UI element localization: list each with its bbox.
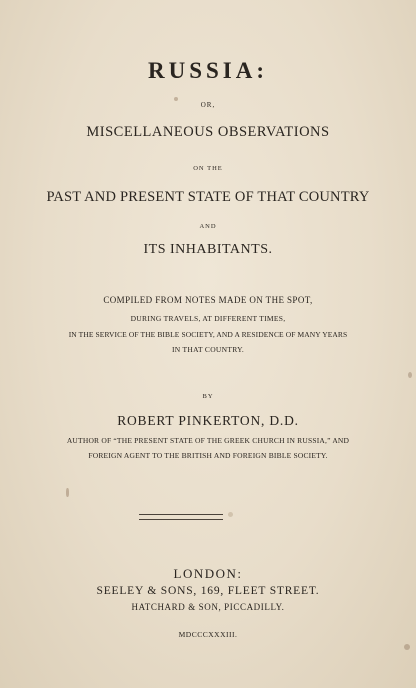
by-word: BY [202, 393, 214, 400]
compiled-line-2: DURING TRAVELS, AT DIFFERENT TIMES, [130, 314, 286, 323]
subtitle-line-2: PAST AND PRESENT STATE OF THAT COUNTRY [46, 189, 370, 205]
imprint-publisher-line-1: SEELEY & SONS, 169, FLEET STREET. [96, 585, 320, 597]
foxing-spot [66, 488, 69, 497]
book-title: RUSSIA: [147, 58, 269, 83]
subtitle-line-3: ITS INHABITANTS. [143, 242, 273, 257]
compiled-line-4: IN THAT COUNTRY. [171, 345, 245, 354]
foxing-spot [228, 512, 233, 517]
title-connector-and: AND [199, 223, 217, 230]
imprint-publisher-line-2: HATCHARD & SON, PICCADILLY. [131, 602, 285, 612]
author-description-line-1: AUTHOR OF “THE PRESENT STATE OF THE GREEK CHURCH IN RUSSIA,” AND [66, 436, 350, 445]
compiled-line-3: IN THE SERVICE OF THE BIBLE SOCIETY, AND A RESIDENCE OF MANY YEARS [68, 330, 348, 339]
author-name: ROBERT PINKERTON, D.D. [117, 413, 299, 428]
foxing-spot [408, 372, 412, 378]
author-description-line-2: FOREIGN AGENT TO THE BRITISH AND FOREIGN BIBLE SOCIETY. [88, 451, 328, 460]
title-connector-on-the: ON THE [193, 165, 223, 172]
imprint-date: MDCCCXXXIII. [178, 630, 238, 639]
compiled-line-1: COMPILED FROM NOTES MADE ON THE SPOT, [103, 295, 313, 305]
foxing-spot [404, 644, 410, 650]
double-rule-divider [139, 514, 223, 520]
subtitle-line-1: MISCELLANEOUS OBSERVATIONS [86, 124, 330, 140]
title-connector-or: OR, [200, 101, 216, 109]
imprint-city: LONDON: [173, 566, 243, 581]
